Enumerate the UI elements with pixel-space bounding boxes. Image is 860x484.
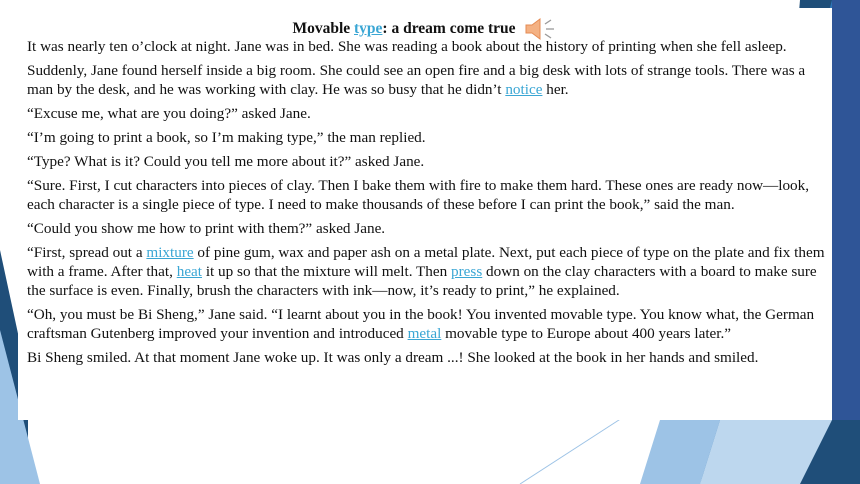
vocab-link-heat[interactable]: heat [176, 263, 203, 280]
story-paragraph [27, 152, 827, 171]
story-paragraph [27, 61, 827, 99]
paragraph-text: it up so that the mixture will melt. Then [202, 263, 452, 280]
paragraph-text: “Sure. First, I cut characters into pieces of clay. Then I bake them with fire to make them hard. These ones are ready now—look, each character is a single piece of type. I need to make thousands of these before I can print the book,” said the man. [27, 177, 810, 213]
slide-title [292, 20, 515, 38]
paragraph-text: her. [542, 81, 569, 98]
vocab-link-notice[interactable]: notice [505, 81, 543, 98]
slide-content [18, 8, 832, 420]
story-paragraph [27, 348, 827, 367]
vocab-link-mixture[interactable]: mixture [146, 244, 194, 261]
vocab-link-press[interactable]: press [451, 263, 483, 280]
bg-panel-strip [832, 0, 860, 420]
paragraph-text: “First, spread out a [27, 244, 147, 261]
story-paragraph [27, 37, 827, 56]
paragraph-text: “Excuse me, what are you doing?” asked Jane. [27, 105, 311, 122]
paragraph-text: of pine gum, wax and paper ash on a metal plate. Next, put each piece of type on the plate and fix them with a frame. After that, [27, 244, 825, 280]
paragraph-text: It was nearly ten o’clock at night. Jane was in bed. She was reading a book about the history of printing when she fell asleep. [27, 38, 787, 55]
paragraph-text: “Type? What is it? Could you tell me more about it?” asked Jane. [27, 153, 425, 170]
story-paragraph [27, 128, 827, 147]
bg-line [520, 418, 622, 484]
title-text-start: Movable [292, 20, 354, 37]
paragraph-text: “Oh, you must be Bi Sheng,” Jane said. “I learnt about you in the book! You invented movable type. You know what, the German craftsman Gutenberg improved your invention and introduced [27, 306, 815, 342]
story-paragraph [27, 305, 827, 343]
story-text [27, 37, 827, 372]
title-text-end: : a dream come true [382, 20, 516, 37]
paragraph-text: down on the clay characters with a board to make sure the surface is even. Finally, brush the characters with ink—now, it’s ready to print,” he explained. [27, 263, 817, 299]
paragraph-text: Suddenly, Jane found herself inside a big room. She could see an open fire and a big desk with lots of strange tools. There was a man by the desk, and he was working with clay. He was so busy that he didn’t [27, 62, 806, 98]
story-paragraph [27, 176, 827, 214]
story-paragraph [27, 104, 827, 123]
paragraph-text: movable type to Europe about 400 years later.” [441, 325, 732, 342]
story-paragraph [27, 219, 827, 238]
story-paragraph [27, 243, 827, 300]
paragraph-text: “I’m going to print a book, so I’m making type,” the man replied. [27, 129, 426, 146]
paragraph-text: Bi Sheng smiled. At that moment Jane woke up. It was only a dream ...! She looked at the book in her hands and smiled. [27, 349, 759, 366]
vocab-link-metal[interactable]: metal [407, 325, 442, 342]
title-link-type[interactable]: type [354, 20, 383, 37]
paragraph-text: “Could you show me how to print with them?” asked Jane. [27, 220, 386, 237]
